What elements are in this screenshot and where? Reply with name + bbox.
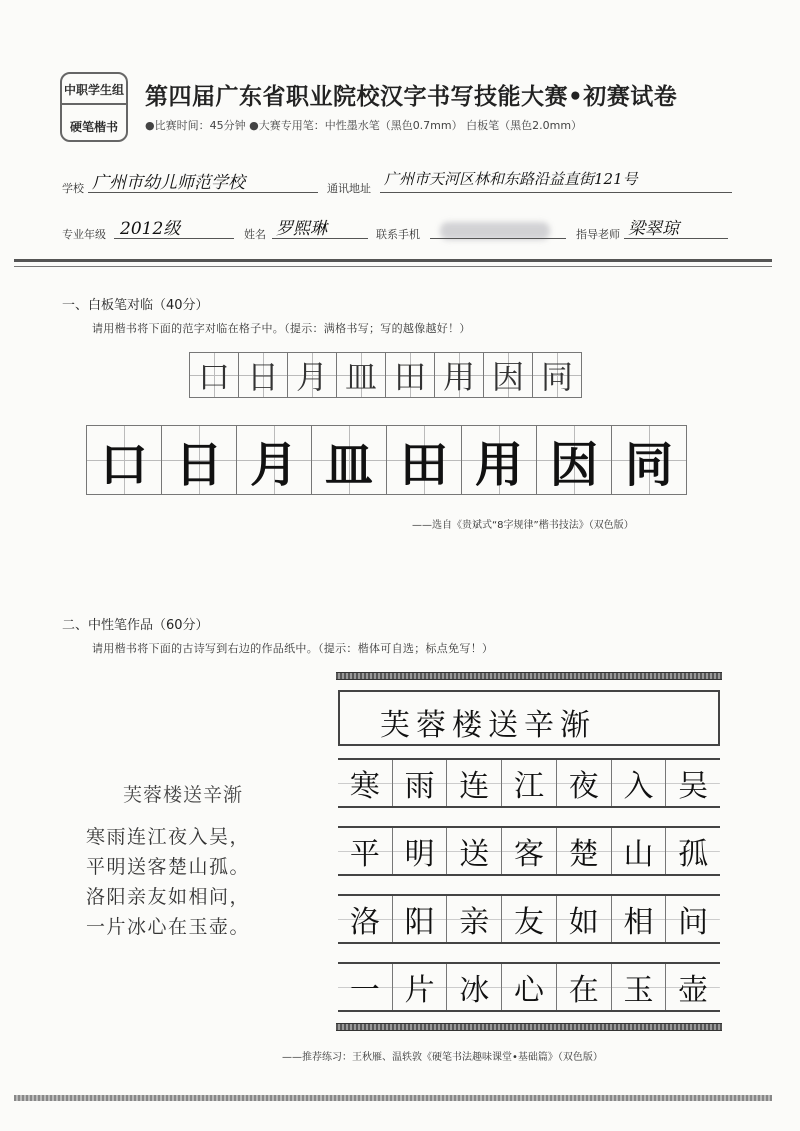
page-bottom-border [14, 1095, 772, 1101]
name-value: 罗熙琳 [276, 219, 327, 239]
section1-desc: 请用楷书将下面的范字对临在格子中。（提示：满格书写；写的越像越好！） [92, 322, 471, 335]
work-row [338, 894, 720, 944]
category-badge [60, 72, 128, 142]
name-label: 姓名 [244, 228, 266, 241]
work-title-box [338, 690, 720, 746]
work-char: 在 [556, 964, 611, 1010]
work-char: 孤 [665, 828, 720, 874]
work-char: 客 [501, 828, 556, 874]
work-paper-top-border [336, 672, 722, 680]
address-label: 通讯地址 [327, 182, 371, 195]
school-underline [88, 192, 318, 193]
work-char: 心 [501, 964, 556, 1010]
exam-info: ●比赛时间：45分钟 ●大赛专用笔：中性墨水笔（黑色0.7mm） 白板笔（黑色2.0mm） [145, 119, 583, 132]
model-char-cell: 田 [385, 352, 435, 398]
page-title: 第四届广东省职业院校汉字书写技能大赛•初赛试卷 [145, 84, 678, 110]
poem-line: 平明送客楚山孤。 [86, 856, 251, 878]
work-row [338, 826, 720, 876]
model-char-cell: 用 [434, 352, 484, 398]
work-char: 亲 [446, 896, 501, 942]
work-char: 玉 [611, 964, 666, 1010]
section1-title: 一、白板笔对临（40分） [62, 298, 209, 313]
work-char: 平 [338, 828, 392, 874]
work-char: 阳 [392, 896, 447, 942]
work-paper-bottom-border [336, 1023, 722, 1031]
phone-underline [430, 238, 566, 239]
work-char: 楚 [556, 828, 611, 874]
work-char: 一 [338, 964, 392, 1010]
work-char: 吴 [665, 760, 720, 806]
work-char: 相 [611, 896, 666, 942]
work-char: 夜 [556, 760, 611, 806]
poem-line: 洛阳亲友如相问， [86, 886, 251, 908]
work-char: 明 [392, 828, 447, 874]
work-char: 如 [556, 896, 611, 942]
work-char: 雨 [392, 760, 447, 806]
model-char-cell: 同 [532, 352, 582, 398]
badge-group: 中职学生组 [62, 74, 126, 105]
section1-credit: ——选自《贵斌式“8字规律”楷书技法》（双色版） [412, 520, 634, 531]
work-char: 江 [501, 760, 556, 806]
practice-char-cell: 田 [386, 425, 462, 495]
school-value: 广州市幼儿师范学校 [92, 173, 245, 193]
section2-title: 二、中性笔作品（60分） [62, 618, 209, 633]
work-char: 问 [665, 896, 720, 942]
practice-chars-grid [87, 425, 687, 495]
practice-char-cell: 月 [236, 425, 312, 495]
phone-label: 联系手机 [376, 228, 420, 241]
model-char-cell: 皿 [336, 352, 386, 398]
model-chars-grid [190, 352, 582, 398]
work-char: 寒 [338, 760, 392, 806]
poem-title: 芙蓉楼送辛渐 [123, 784, 244, 806]
grade-label: 专业年级 [62, 228, 106, 241]
header-divider [14, 259, 772, 262]
practice-char-cell: 皿 [311, 425, 387, 495]
practice-char-cell: 同 [611, 425, 687, 495]
grade-underline [114, 238, 234, 239]
practice-char-cell: 因 [536, 425, 612, 495]
header-divider-thin [14, 266, 772, 267]
address-underline [380, 192, 732, 193]
poem-line: 寒雨连江夜入吴， [86, 826, 251, 848]
work-row [338, 758, 720, 808]
name-underline [272, 238, 368, 239]
teacher-label: 指导老师 [576, 228, 620, 241]
work-char: 送 [446, 828, 501, 874]
work-char: 洛 [338, 896, 392, 942]
work-char: 连 [446, 760, 501, 806]
work-row [338, 962, 720, 1012]
section2-credit: ——推荐练习：王秋雁、温轶敦《硬笔书法趣味课堂•基础篇》（双色版） [282, 1052, 603, 1063]
model-char-cell: 月 [287, 352, 337, 398]
work-char: 壶 [665, 964, 720, 1010]
work-char: 片 [392, 964, 447, 1010]
work-char: 友 [501, 896, 556, 942]
work-char: 冰 [446, 964, 501, 1010]
practice-char-cell: 用 [461, 425, 537, 495]
school-label: 学校 [62, 182, 84, 195]
work-char: 山 [611, 828, 666, 874]
work-char: 入 [611, 760, 666, 806]
work-title: 芙蓉楼送辛渐 [380, 708, 596, 743]
practice-char-cell: 日 [161, 425, 237, 495]
badge-style: 硬笔楷书 [69, 120, 118, 134]
practice-char-cell: 口 [86, 425, 162, 495]
model-char-cell: 口 [189, 352, 239, 398]
teacher-underline [624, 238, 728, 239]
address-value: 广州市天河区林和东路沿益直街121号 [384, 170, 638, 188]
poem-line: 一片冰心在玉壶。 [86, 916, 251, 938]
teacher-value: 梁翠琼 [628, 219, 679, 239]
model-char-cell: 日 [238, 352, 288, 398]
model-char-cell: 因 [483, 352, 533, 398]
section2-desc: 请用楷书将下面的古诗写到右边的作品纸中。（提示：楷体可自选；标点免写！） [92, 642, 494, 655]
grade-value: 2012级 [120, 219, 181, 239]
